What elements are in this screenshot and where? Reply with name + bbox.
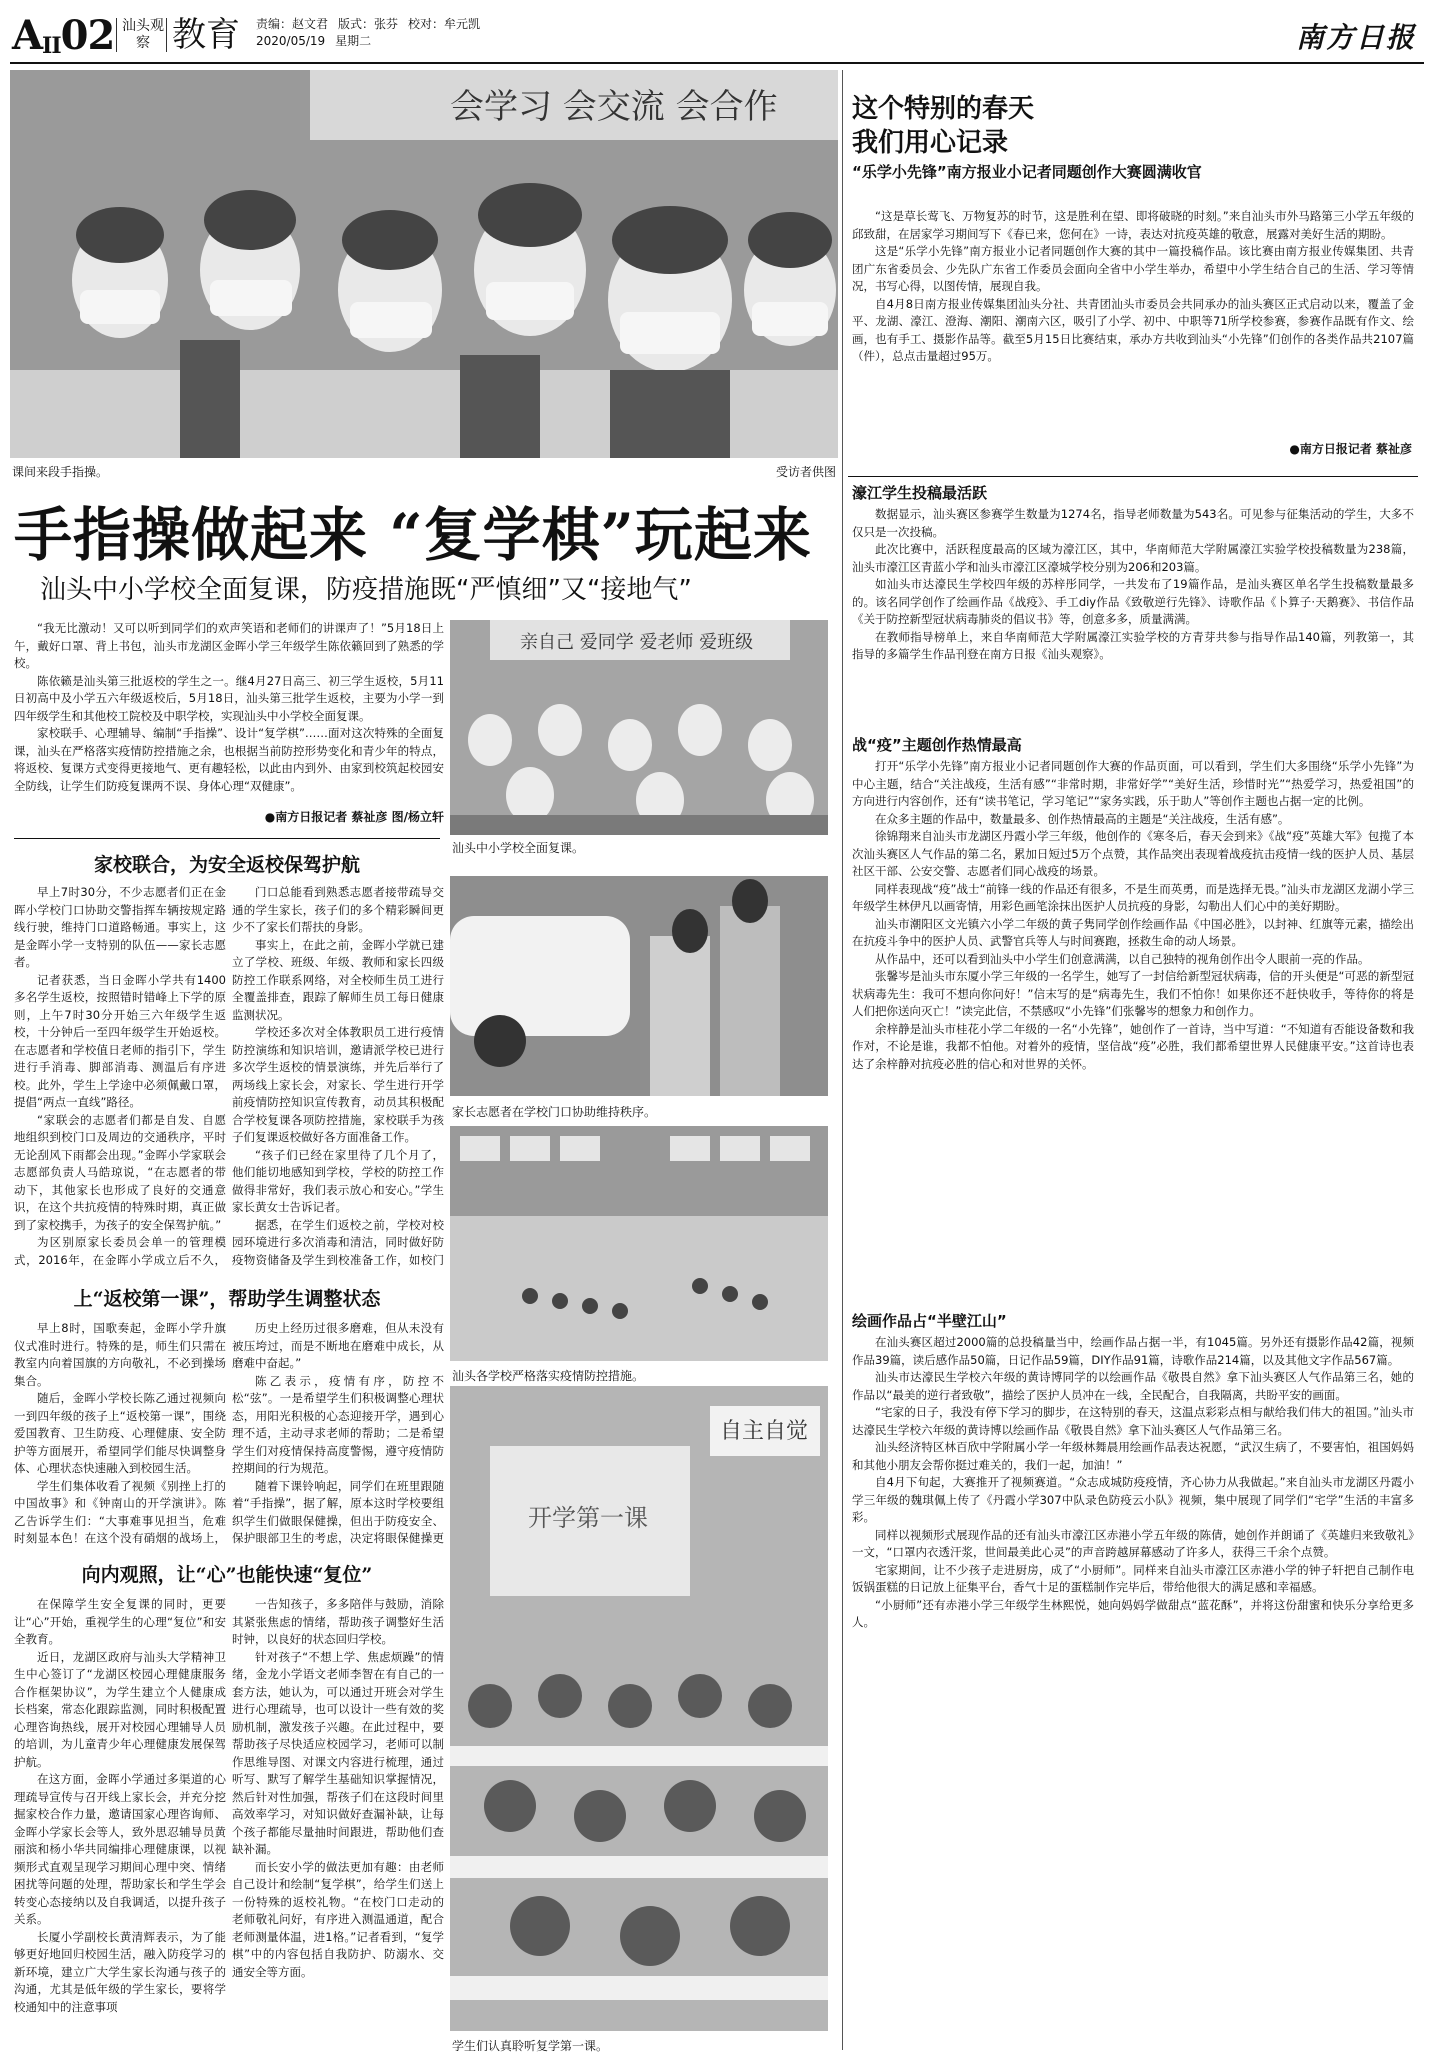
paragraph: 自4月下旬起，大赛推开了视频赛道。“众志成城防疫疫情，齐心协力从我做起。”来自汕头市龙湖区丹霞小学三年级的魏琪佩上传了《丹霞小学307中队录色防疫云小队》视频，集中展现了同学们“宅学”生活的丰富多彩。 <box>852 1475 1414 1524</box>
main-photo-caption: 课间来段手指操。 <box>12 465 109 479</box>
section2-column-1 <box>14 1320 226 1546</box>
sidebar-title <box>852 92 1412 160</box>
paragraph: 汕头经济特区林百欣中学附属小学一年级林舞晨用绘画作品表达祝愿，“武汉生病了，不要害怕，祖国妈妈和其他小朋友会帮你挺过难关的，我们一起，加油！” <box>852 1440 1414 1472</box>
sidebar-section-title: 绘画作品占“半壁江山” <box>852 1312 1007 1330</box>
main-photo-credit: 受访者供图 <box>775 465 836 479</box>
paragraph: 长厦小学副校长黄清辉表示，为了能够更好地回归校园生活，融入防疫学习的新环境，建立广大学生家长沟通与孩子的沟通，尤其是低年级的学生家长，要将学校通知中的注意事项 <box>14 1929 226 2014</box>
paragraph: 早上8时，国歌奏起，金晖小学升旗仪式准时进行。特殊的是，师生们只需在教室内向着国旗的方向敬礼，不必到操场集合。 <box>14 1321 226 1388</box>
section1-column-2 <box>232 884 444 1269</box>
paragraph: 学生们集体收看了视频《别挫上打的中国故事》和《钟南山的开学演讲》。陈乙告诉学生们：“大事难事见担当，危难时刻显本色！在这个没有硝烟的战场上， <box>14 1478 226 1545</box>
lead-paragraph: “我无比激动！又可以听到同学们的欢声笑语和老师们的讲课声了！”5月18日上午，戴好口罩、背上书包，汕头市龙湖区金晖小学三年级学生陈依籁回到了熟悉的学校。 <box>14 621 444 670</box>
paragraph: 同样以视频形式展现作品的还有汕头市濠江区赤港小学五年级的陈倩，她创作并朗诵了《英雄归来致敬礼》一文，“口罩内衣透汗浆，世间最美此心灵”的声音跨越屏幕感动了许多人，获得三千余个点赞。 <box>852 1527 1414 1559</box>
sidebar-byline: ●南方日报记者 蔡祉彦 <box>1289 442 1412 456</box>
paragraph: 在汕头赛区超过2000篇的总投稿量当中，绘画作品占据一半，有1045篇。另外还有摄影作品42篇，视频作品39篇，读后感作品50篇，日记作品59篇，DIY作品91篇，诗歌作品214篇，以及其他文字作品567篇。 <box>852 1335 1414 1367</box>
section3-column-1 <box>14 1596 226 2046</box>
paragraph: 一告知孩子，多多陪伴与鼓励，消除其紧张焦虑的情绪，帮助孩子调整好生活时钟，以良好的状态回归学校。 <box>232 1597 444 1646</box>
lead-text <box>14 620 444 800</box>
paragraph: 余梓静是汕头市桂花小学二年级的一名“小先锋”，她创作了一首诗，当中写道：“不知道有否能设备数和我作对，不论是谁，我都不怕他。对着外的疫情，坚信战“疫”必胜，我们都希望世界人民健康平安。”这首诗也表达了余梓静对抗疫必胜的信心和对世界的关怀。 <box>852 1021 1414 1071</box>
photo-school-gate <box>450 876 828 1096</box>
sidebar-section-text <box>852 506 1414 730</box>
section-title: 家校联合，为安全返校保驾护航 <box>93 854 360 876</box>
classroom-board-text: 亲自己 爱同学 爱老师 爱班级 <box>520 632 754 653</box>
paragraph: “宅家的日子，我没有停下学习的脚步，在这特别的春天，这温点彩彩点相与献给我们伟大的祖国。”汕头市达濠民生学校六年级的黄诗博以绘画作品《敬畏自然》拿下汕头赛区人气作品第三名。 <box>852 1405 1414 1437</box>
photo-caption: 汕头中小学校全面复课。 <box>452 841 585 855</box>
page-number: AII02 <box>12 12 115 59</box>
paragraph: 宅家期间，让不少孩子走进厨房，成了“小厨师”。同样来自汕头市濠江区赤港小学的钟子轩把自己制作电饭锅蛋糕的日记放上征集平台，香气十足的蛋糕制作完毕后，带给他很大的满足感和幸福感。 <box>852 1562 1414 1594</box>
editor-credit: 责编：赵文君 <box>256 17 329 31</box>
paragraph: 门口总能看到熟悉志愿者接带疏导交通的学生家长，孩子们的多个精彩瞬间更少不了家长们帮扶的身影。 <box>232 885 444 934</box>
header-rule <box>10 62 1424 64</box>
sidebar-section-text <box>852 1334 1414 2048</box>
paragraph: 从作品中，还可以看到汕头中小学生们创意满满，以自己独特的视角创作出令人眼前一亮的作品。 <box>875 951 1370 966</box>
section3-column-2 <box>232 1596 444 2046</box>
paragraph: 记者获悉，当日金晖小学共有1400多名学生返校，按照错时错峰上下学的原则，上午7时30分开始三六年级学生返校，十分钟后一至四年级学生开始返校。在志愿者和学校值日老师的指引下，学生进行手消毒、脚部消毒、测温后有序进校。此外，学生上学途中必须佩戴口罩，提倡“两点一直线”路径。 <box>14 972 226 1109</box>
paragraph: 陈乙表示，疫情有序，防控不松“弦”。一是希望学生们积极调整心理状态，用阳光积极的心态迎接开学，遇到心理不适，主动寻求老师的帮助；二是希望学生们对疫情保持高度警惕，遵守疫情防控期间的行为规范。 <box>232 1373 444 1475</box>
paragraph: 张馨岑是汕头市东厦小学三年级的一名学生，她写了一封信给新型冠状病毒，信的开头便是“可恶的新型冠状病毒先生：我可不想向你问好！”信末写的是“病毒先生，我们不怕你！如果你还不赶快收手，等待你的将是人们把你送向灭亡！”读完此信，不禁感叹“小先锋”们张馨岑的想象力和创作力。 <box>852 969 1414 1018</box>
column-divider <box>842 70 843 2050</box>
paragraph: 针对孩子“不想上学、焦虑烦躁”的情绪，金龙小学语文老师李智在有自己的一套方法，她认为，可以通过开班会对学生进行心理疏导，也可以设计一些有效的奖励机制，激发孩子兴趣。在此过程中，要帮助孩子尽快适应校园学习，老师可以制作思维导图、对课文内容进行梳理，通过听写、默写了解学生基础知识掌握情况，然后针对性加强，帮孩子们在这段时间里高效率学习，对知识做好查漏补缺，让每个孩子都能尽量抽时间跟进，帮助他们查缺补漏。 <box>232 1649 444 1856</box>
paragraph: 早上7时30分，不少志愿者们正在金晖小学校门口协助交警指挥车辆按规定路线行驶，维持门口道路畅通。事实上，这是金晖小学一支特别的队伍——家长志愿者。 <box>14 885 226 969</box>
section1-column-1 <box>14 884 226 1269</box>
paragraph: 事实上，在此之前，金晖小学就已建立了学校、班级、年级、教师和家长四级防控工作联系网络，对全校师生员工进行全覆盖排查，跟踪了解师生员工每日健康监测状况。 <box>232 937 444 1022</box>
headline: 手指操做起来 “复学棋”玩起来 <box>14 501 812 569</box>
photo-courtyard <box>450 1126 828 1361</box>
sidebar-title-line: 这个特别的春天 <box>852 94 1035 124</box>
issue-weekday: 星期二 <box>335 34 372 48</box>
sidebar-section-text <box>852 758 1414 1304</box>
photo-first-lesson <box>450 1386 828 2031</box>
paragraph: 随着下课铃响起，同学们在班里跟随着“手指操”，据了解，原本这时学校要组织学生们做眼保健操，但出于防疫安全、保护眼部卫生的考虑，决定将眼保健操更 <box>232 1478 444 1545</box>
lead-byline: ●南方日报记者 蔡祉彦 图/杨立轩 <box>264 810 444 824</box>
photo-caption: 学生们认真聆听复学第一课。 <box>452 2039 609 2053</box>
issue-date: 2020/05/19 <box>256 34 326 48</box>
section-title: 向内观照，让“心”也能快速“复位” <box>81 1564 373 1586</box>
paragraph: 在这方面，金晖小学通过多渠道的心理疏导宣传与召开线上家长会，并充分挖掘家校合作力量，邀请国家心理咨询师、金晖小学家长会等人，致外思忍辅导员黄丽滨和杨小华共同编排心理健康课，以视频形式直观呈现学习期间心理中突、情绪困扰等问题的处理，帮助家长和学生学会转变心态接纳以及自我调适，以提升孩子关系。 <box>14 1772 226 1926</box>
sidebar-subtitle: “乐学小先锋”南方报业小记者同题创作大赛圆满收官 <box>852 163 1202 181</box>
paragraph: 此次比赛中，活跃程度最高的区域为濠江区，其中，华南师范大学附属濠江实验学校投稿数量为238篇，汕头市濠江区青蓝小学和汕头市濠江区濠城学校分别为206和203篇。 <box>852 542 1414 574</box>
paragraph: “这是草长莺飞、万物复苏的时节，这是胜利在望、即将破晓的时刻。”来自汕头市外马路第三小学五年级的邱致甜，在居家学习期间写下《春已来，您何在》一诗，表达对抗疫英雄的敬意，展露对美好生活的期盼。 <box>852 209 1414 241</box>
lead-paragraph: 陈依籁是汕头第三批返校的学生之一。继4月27日高三、初三学生返校，5月11日初高中及小学五六年级返校后，5月18日，汕头第三批学生返校，主要为小学一到四年级学生和其他校工院校及中职学校，实现汕头中小学校全面复课。 <box>14 673 444 723</box>
paragraph: 汕头市潮阳区文光镇六小学二年级的黄子隽同学创作绘画作品《中国必胜》，以封神、红旗等元素，描绘出在抗疫斗争中的医护人员、武警官兵等人与时间赛跑，拯救生命的动人场景。 <box>852 916 1414 948</box>
photo-caption: 汕头各学校严格落实疫情防控措施。 <box>452 1369 645 1383</box>
photo-caption: 家长志愿者在学校门口协助维持秩序。 <box>452 1105 657 1119</box>
main-photo-board-text: 会学习 会交流 会合作 <box>450 87 778 127</box>
paragraph: 近日，龙湖区政府与汕头大学精神卫生中心签订了“龙湖区校园心理健康服务合作框架协议”，为学生建立个人健康成长档案，常态化跟踪监测，同时积极配置心理咨询热线，展开对校园心理辅导人员的培训，为儿童青少年心理健康发展保驾护航。 <box>14 1649 226 1769</box>
main-photo <box>10 70 838 458</box>
header-meta <box>256 16 490 50</box>
header-divider <box>116 18 117 52</box>
subheadline: 汕头中小学校全面复课，防疫措施既“严慎细”又“接地气” <box>40 575 692 605</box>
photo-classroom <box>450 620 828 835</box>
paragraph: 同样表现战“疫”战士“前锋一线的作品还有很多，不是生而英勇，而是选择无畏。”汕头市龙湖区龙湖小学三年级学生林伊凡以画寄情，用彩色画笔涂抹出医护人员抗疫的身影，勾勒出人们心中的美好期盼。 <box>852 881 1414 913</box>
paragraph: “家联会的志愿者们都是自发、自愿地组织到校门口及周边的交通秩序，平时无论刮风下雨都会出现。”金晖小学家联会志愿部负责人马皓琼说，“在志愿者的带动下，其他家长也形成了良好的交通意识，在这个共抗疫情的特殊时期，真正做到了家校携手，为孩子的安全保驾护航。” <box>14 1112 226 1232</box>
paragraph: 在教师指导榜单上，来自华南师范大学附属濠江实验学校的方青芽共参与指导作品140篇，列教第一，其指导的多篇学生作品刊登在南方日报《汕头观察》。 <box>852 629 1414 661</box>
section2-column-2 <box>232 1320 444 1546</box>
section-rule <box>14 838 440 839</box>
paragraph: “小厨师”还有赤港小学三年级学生林熙悦，她向妈妈学做甜点“蓝花酥”，并将这份甜蜜和快乐分享给更多人。 <box>852 1597 1414 1629</box>
paragraph: 如汕头市达濠民生学校四年级的苏梓彤同学，一共发布了19篇作品，是汕头赛区单名学生投稿数量最多的。该名同学创作了绘画作品《战疫》、手工diy作品《致敬逆行先锋》、诗歌作品《卜算子·天鹅赛》、书信作品《关于防控新型冠状病毒肺炎的倡议书》等，创意多多，质量满满。 <box>852 577 1414 626</box>
section-title: 上“返校第一课”，帮助学生调整状态 <box>73 1288 381 1310</box>
lesson-wall-text: 自主自觉 <box>720 1419 809 1444</box>
paragraph: 为区别原家长委员会单一的管理模式，2016年，在金晖小学成立后不久， <box>14 1235 226 1267</box>
sidebar-intro <box>852 208 1414 434</box>
section-label: 教育 <box>172 15 240 55</box>
paragraph: 而长安小学的做法更加有趣：由老师自己设计和绘制“复学棋”，给学生们送上一份特殊的返校礼物。“在校门口走动的老师敬礼问好，有序进入测温通道，配合老师测量体温，进1格。”记者看到，“复学棋”中的内容包括自我防护、防溺水、交通安全等方面。 <box>232 1859 444 1979</box>
paragraph: 历史上经历过很多磨难，但从未没有被压垮过，而是不断地在磨难中成长，从磨难中奋起。” <box>232 1321 444 1370</box>
proof-credit: 校对：牟元凯 <box>408 17 481 31</box>
lead-paragraph: 家校联手、心理辅导、编制“手指操”、设计“复学棋”……面对这次特殊的全面复课，汕头在严格落实疫情防控措施之余，也根据当前防控形势变化和青少年的特点，将返校、复课方式变得更接地气、更有趣轻松，以此由内到外、由家到校筑起校园安全防线，让学生们防疫复课两不误、身体心理“双健康”。 <box>14 726 444 793</box>
sidebar-section-title: 战“疫”主题创作热情最高 <box>852 736 1022 754</box>
masthead-logo: 南方日报 <box>1295 21 1416 54</box>
paragraph: 徐锦翔来自汕头市龙湖区丹霞小学三年级，他创作的《寒冬后，春天会到来》《战“疫”英雄大军》包揽了本次汕头赛区人气作品的第二名，累加日短过5万个点赞，其作品突出表现着战疫抗击疫情一线的医护人员、基层社区干部、公安交警、志愿者们同心战疫的场景。 <box>852 829 1414 878</box>
sidebar-section-title: 濠江学生投稿最活跃 <box>852 484 988 502</box>
sidebar-title-line: 我们用心记录 <box>852 128 1009 158</box>
paragraph: 学校还多次对全体教职员工进行疫情防控演练和知识培训，邀请派学校已进行多次学生返校的情景演练，并先后举行了两场线上家长会，对家长、学生进行开学前疫情防控知识宣传教育，动员其积极配合学校复课各项防控措施，家校联手为孩子们复课返校做好各方面准备工作。 <box>232 1025 444 1144</box>
paragraph: 打开“乐学小先锋”南方报业小记者同题创作大赛的作品页面，可以看到，学生们大多围绕“乐学小先锋”为中心主题，结合“关注战疫，生活有感”“非常时期，非常好学”“美好生活，珍惜时光”“热爱学习，热爱祖国”的方向进行内容创作，还有“读书笔记，学习笔记”“家务实践，乐于助人”等创作主题也占据一定的比例。 <box>852 759 1414 808</box>
paragraph: 数据显示，汕头赛区参赛学生数量为1274名，指导老师数量为543名。可见参与征集活动的学生，大多不仅只是一次投稿。 <box>852 507 1414 539</box>
header-divider <box>166 18 167 52</box>
layout-credit: 版式：张芬 <box>338 17 399 31</box>
section-small-label: 汕头观察 <box>122 18 164 51</box>
lesson-screen-text: 开学第一课 <box>528 1504 648 1532</box>
paragraph: 在众多主题的作品中，数量最多、创作热情最高的主题是“关注战疫，生活有感”。 <box>875 811 1290 826</box>
paragraph: 随后，金晖小学校长陈乙通过视频向一到四年级的孩子上“返校第一课”，围绕爱国教育、卫生防疫、心理健康、安全防护等方面展开，希望同学们能尽快调整身体、心理状态快速融入到校园生活。 <box>14 1391 226 1475</box>
paragraph: 据悉，在学生们返校之前，学校对校园环境进行多次消毒和清洁，同时做好防疫物资储备及学生到校准备工作，如校门 <box>232 1217 444 1267</box>
paragraph: “孩子们已经在家里待了几个月了，他们能切地感知到学校，学校的防控工作做得非常好，我们表示放心和安心。”学生家长黄女士告诉记者。 <box>232 1147 444 1214</box>
paragraph: 这是“乐学小先锋”南方报业小记者同题创作大赛的其中一篇投稿作品。该比赛由南方报业传媒集团、共青团广东省委员会、少先队广东省工作委员会面向全省中小学生举办，希望中小学生结合自己的生活、学习等情况，书写心得，以图传情，展现自我。 <box>852 244 1414 293</box>
paragraph: 汕头市达濠民生学校六年级的黄诗博同学的以绘画作品《敬畏自然》拿下汕头赛区人气作品第三名，她的作品以“最美的逆行者致敬”，描绘了医护人员冲在一线，全民配合，自我隔离，共盼平安的画面。 <box>852 1370 1414 1402</box>
sidebar-rule <box>848 476 1418 477</box>
paragraph: 自4月8日南方报业传媒集团汕头分社、共青团汕头市委员会共同承办的汕头赛区正式启动以来，覆盖了金平、龙湖、濠江、澄海、潮阳、潮南六区，吸引了小学、初中、中职等71所学校参赛，参赛作品既有作文、绘画，也有手工、摄影作品等。截至5月15日比赛结束，承办方共收到汕头“小先锋”们创作的各类作品共2107篇（件），总点击量超过95万。 <box>852 296 1414 363</box>
paragraph: 在保障学生安全复课的同时，更要让“心”开始，重视学生的心理“复位”和安全教育。 <box>14 1597 226 1646</box>
